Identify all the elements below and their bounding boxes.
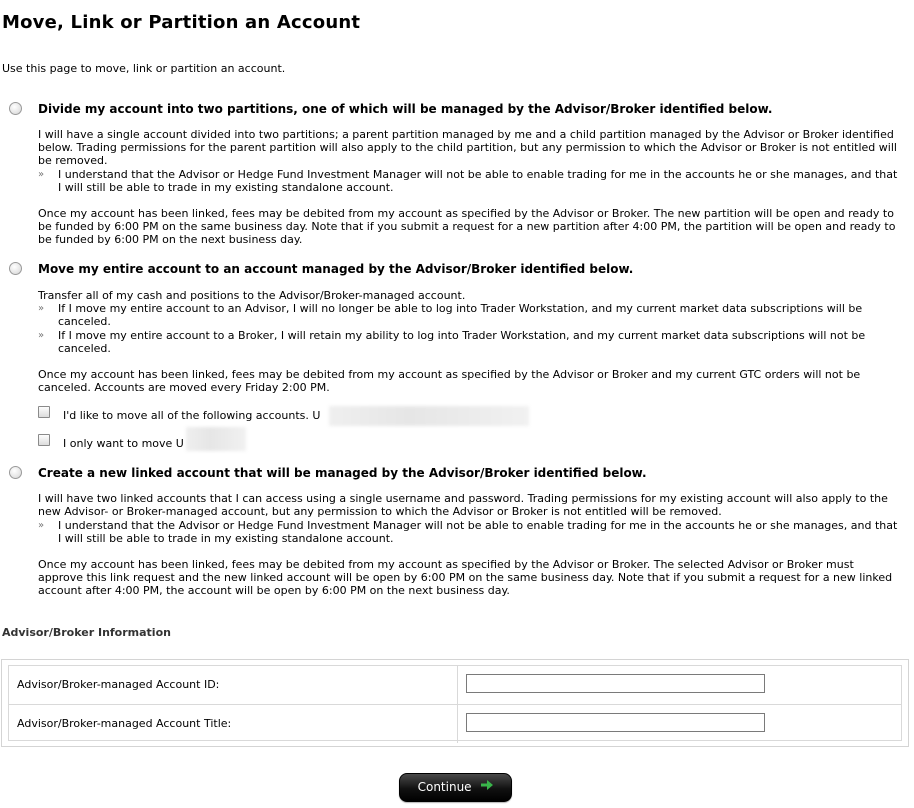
- move-all-accounts-checkbox[interactable]: [38, 406, 50, 418]
- bullet-mark: »: [38, 520, 45, 531]
- move-one-account-checkbox[interactable]: [38, 434, 50, 446]
- account-title-label: Advisor/Broker-managed Account Title:: [17, 717, 232, 730]
- column-divider: [457, 666, 458, 704]
- account-id-row: [9, 666, 901, 704]
- move-fees-note: Once my account has been linked, fees may be debited from my account as specified by the Advisor or Broker and my current GTC orders will not be canceled. Accounts are moved every Friday 2:00 PM.: [38, 368, 861, 394]
- link-title: Create a new linked account that will be managed by the Advisor/Broker identified below.: [38, 466, 647, 480]
- move-description: Transfer all of my cash and positions to the Advisor/Broker-managed account.: [38, 289, 466, 302]
- account-title-input[interactable]: [466, 713, 765, 732]
- account-id-input[interactable]: [466, 674, 765, 693]
- partition-fees-note: Once my account has been linked, fees may be debited from my account as specified by the Advisor or Broker. The new partition will be open and ready to be funded by 6:00 PM on the same business day. Note that if you submit a request for a new partition after 4:00 PM, the partition will be open and ready to be funded by 6:00 PM on the next business day.: [38, 207, 896, 246]
- bullet-mark: »: [38, 303, 45, 314]
- move-radio[interactable]: [9, 262, 22, 275]
- move-one-account-label: I only want to move U: [63, 437, 184, 450]
- move-title: Move my entire account to an account managed by the Advisor/Broker identified below.: [38, 262, 634, 276]
- move-all-accounts-label: I'd like to move all of the following accounts. U: [63, 409, 321, 422]
- continue-label: Continue: [417, 780, 472, 794]
- page-intro: Use this page to move, link or partition an account.: [2, 62, 286, 75]
- move-bullet-broker-text: If I move my entire account to a Broker, I will retain my ability to log into Trader Workstation, and my current market data subscriptions will not be canceled.: [58, 329, 866, 355]
- partition-radio[interactable]: [9, 102, 22, 115]
- column-divider: [457, 705, 458, 743]
- move-bullet-advisor-text: If I move my entire account to an Advisor, I will no longer be able to log into Trader Workstation, and my current market data subscriptions will be canceled.: [58, 302, 863, 328]
- advisor-info-table: [1, 659, 909, 747]
- link-radio[interactable]: [9, 466, 22, 479]
- redacted-account-id: [186, 427, 246, 451]
- account-title-row: [9, 704, 901, 743]
- link-fees-note: Once my account has been linked, fees may be debited from my account as specified by the Advisor or Broker. The selected Advisor or Broker must approve this link request and the new linked account will be open by 6:00 PM on the same business day. Note that if you submit a request for a new linked account after 4:00 PM, the account will be open by 6:00 PM on the next business day.: [38, 558, 893, 597]
- link-bullet-text: I understand that the Advisor or Hedge Fund Investment Manager will not be able to enable trading for me in the accounts he or she manages, and that I will still be able to trade in my existing standalone account.: [58, 519, 898, 545]
- link-description: I will have two linked accounts that I can access using a single username and password. Trading permissions for my existing account will also apply to the new Advisor- or Broker-managed account, but any permission to which the Advisor or Broker is not entitled will be removed.: [38, 492, 888, 518]
- bullet-mark: »: [38, 169, 45, 180]
- arrow-right-icon: [481, 773, 493, 800]
- advisor-info-inner: [8, 665, 902, 741]
- partition-description: I will have a single account divided into two partitions; a parent partition managed by me and a child partition managed by the Advisor or Broker identified below. Trading permissions for the parent partition will also apply to the child partition, but any permission to which the Advisor or Broker is not entitled will be removed.: [38, 128, 897, 167]
- partition-bullet-text: I understand that the Advisor or Hedge Fund Investment Manager will not be able to enable trading for me in the accounts he or she manages, and that I will still be able to trade in my existing standalone account.: [58, 168, 898, 194]
- bullet-mark: »: [38, 330, 45, 341]
- partition-title: Divide my account into two partitions, one of which will be managed by the Advisor/Broker identified below.: [38, 102, 773, 116]
- continue-button[interactable]: [399, 773, 512, 802]
- page-title: Move, Link or Partition an Account: [2, 12, 361, 33]
- advisor-info-heading: Advisor/Broker Information: [2, 626, 171, 639]
- account-id-label: Advisor/Broker-managed Account ID:: [17, 678, 220, 691]
- redacted-account-list: [329, 406, 529, 426]
